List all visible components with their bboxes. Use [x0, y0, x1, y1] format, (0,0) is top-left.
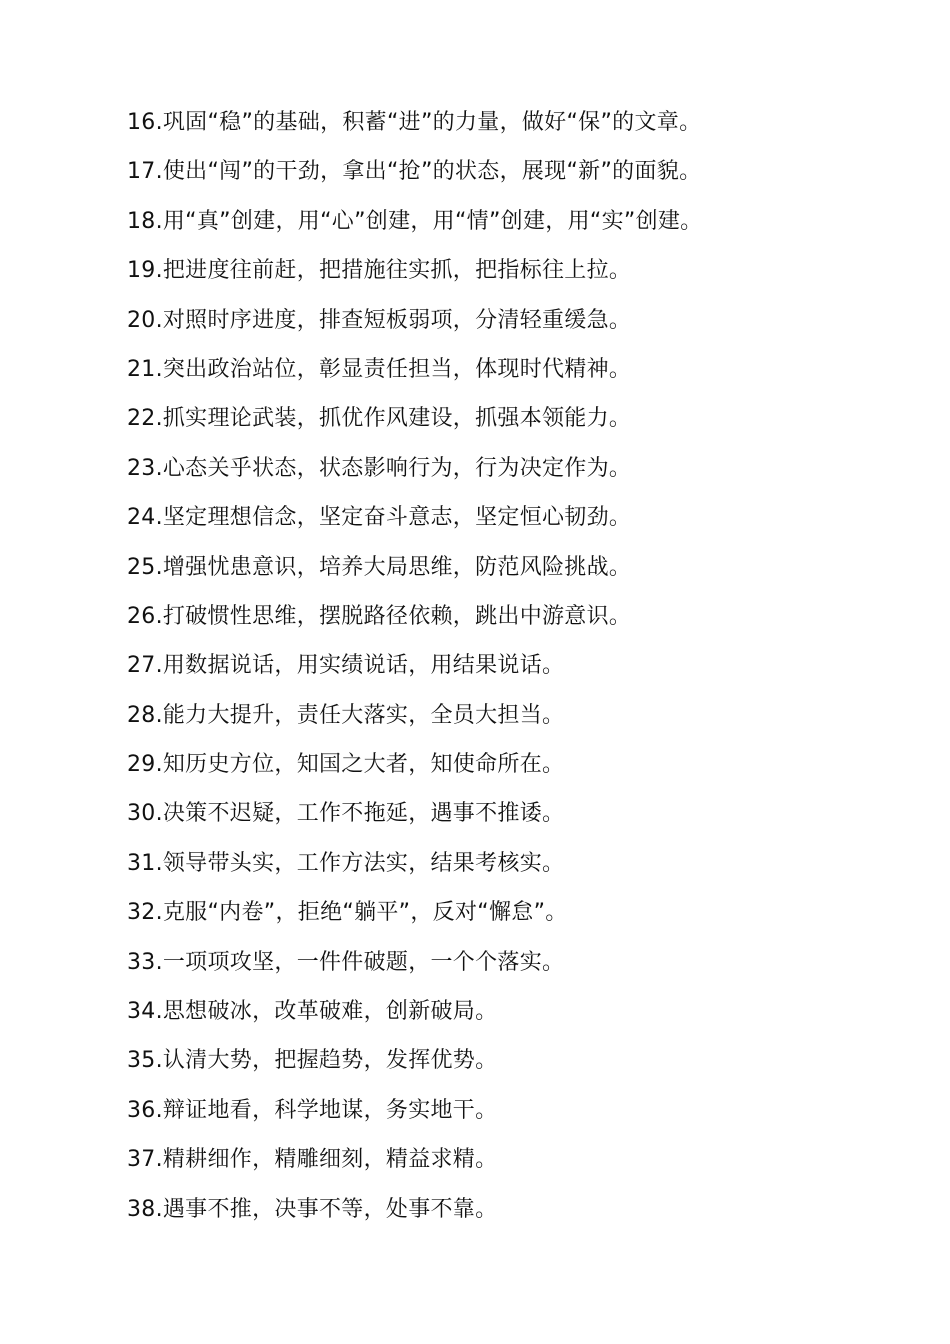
- list-item: 21.突出政治站位，彰显责任担当，体现时代精神。: [127, 356, 632, 382]
- list-item: 28.能力大提升，责任大落实，全员大担当。: [127, 702, 565, 728]
- list-item: 30.决策不迟疑，工作不拖延，遇事不推诿。: [127, 801, 565, 827]
- list-item: 27.用数据说话，用实绩说话，用结果说话。: [127, 653, 565, 679]
- list-item: 35.认清大势，把握趋势，发挥优势。: [127, 1048, 498, 1074]
- list-item: 29.知历史方位，知国之大者，知使命所在。: [127, 752, 565, 778]
- list-item: 38.遇事不推，决事不等，处事不靠。: [127, 1196, 498, 1222]
- list-item: 16.巩固“稳”的基础，积蓄“进”的力量，做好“保”的文章。: [127, 110, 702, 135]
- list-item: 22.抓实理论武装，抓优作风建设，抓强本领能力。: [127, 406, 632, 432]
- list-item: 37.精耕细作，精雕细刻，精益求精。: [127, 1147, 498, 1173]
- list-item: 20.对照时序进度，排查短板弱项，分清轻重缓急。: [127, 307, 632, 333]
- list-item: 18.用“真”创建，用“心”创建，用“情”创建，用“实”创建。: [127, 208, 703, 234]
- list-item: 33.一项项攻坚，一件件破题，一个个落实。: [127, 949, 565, 975]
- list-item: 34.思想破冰，改革破难，创新破局。: [127, 999, 498, 1025]
- list-item: 17.使出“闯”的干劲，拿出“抢”的状态，展现“新”的面貌。: [127, 159, 702, 185]
- list-item: 19.把进度往前赶，把措施往实抓，把指标往上拉。: [127, 258, 632, 284]
- slogan-list: [127, 103, 927, 1239]
- list-item: 25.增强忧患意识，培养大局思维，防范风险挑战。: [127, 554, 632, 580]
- list-item: 23.心态关乎状态，状态影响行为，行为决定作为。: [127, 455, 632, 481]
- list-item: 36.辩证地看，科学地谋，务实地干。: [127, 1097, 498, 1123]
- list-item: 31.领导带头实，工作方法实，结果考核实。: [127, 850, 565, 876]
- list-item: 32.克服“内卷”，拒绝“躺平”，反对“懈怠”。: [127, 900, 568, 926]
- list-item: 24.坚定理想信念，坚定奋斗意志，坚定恒心韧劲。: [127, 505, 632, 531]
- list-item: 26.打破惯性思维，摆脱路径依赖，跳出中游意识。: [127, 603, 632, 629]
